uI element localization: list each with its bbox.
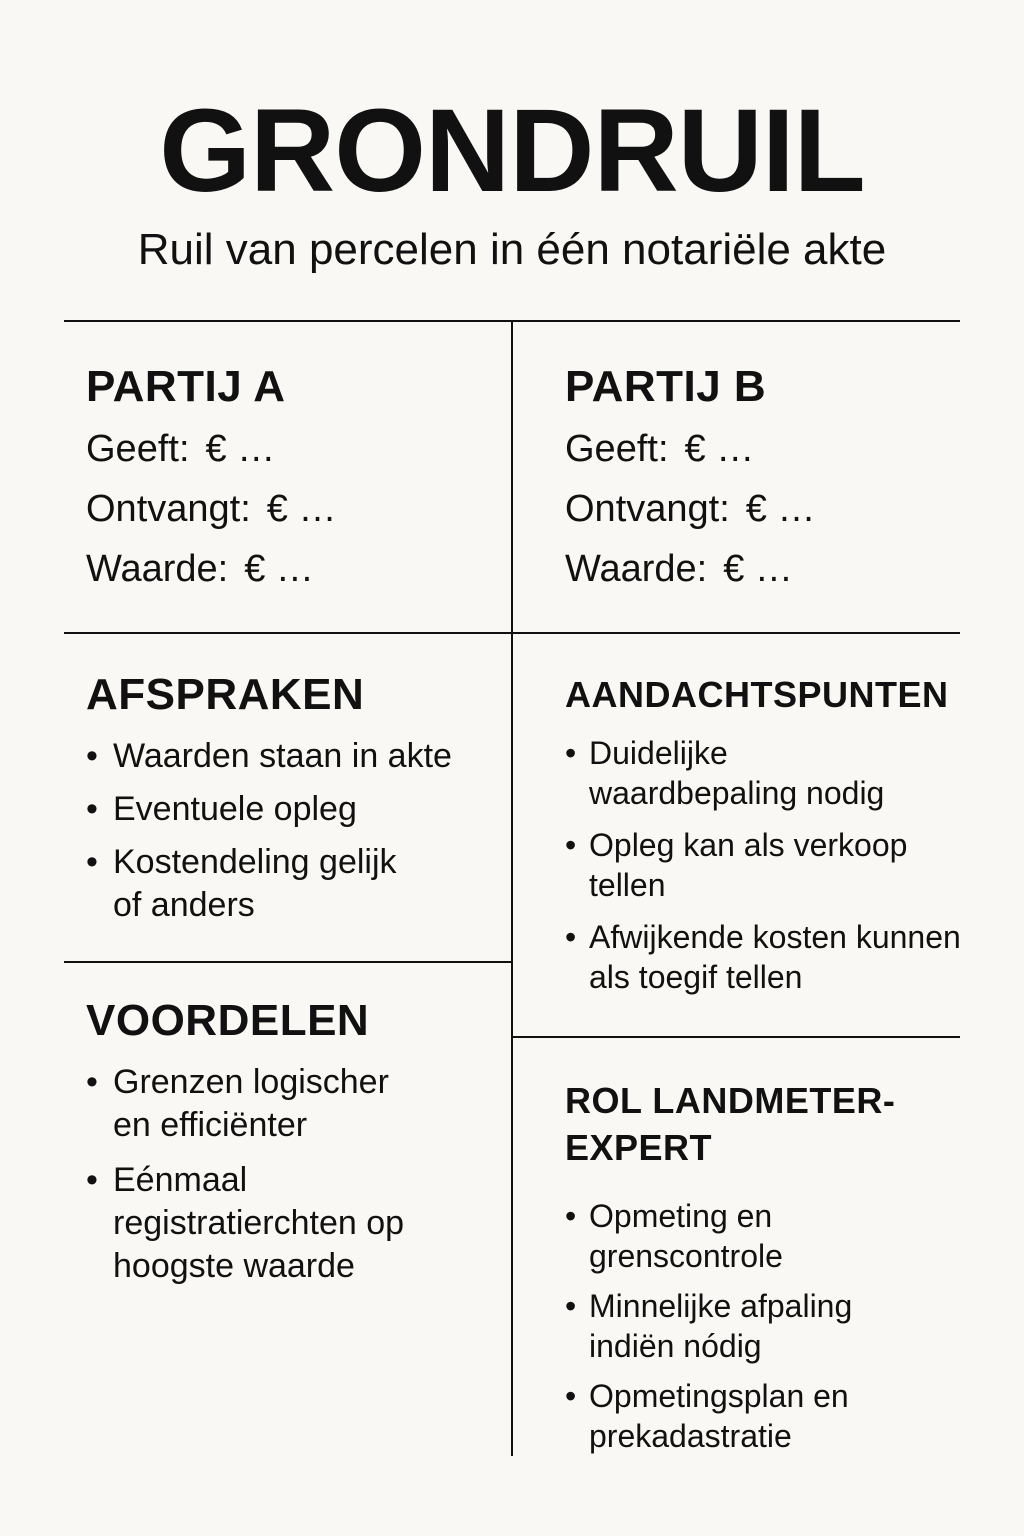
label: Ontvangt: <box>86 487 251 530</box>
page-subtitle: Ruil van percelen in één notariële akte <box>137 225 887 274</box>
aandachtspunten-list <box>565 733 975 997</box>
value: € … <box>205 427 276 470</box>
partij-b-heading: PARTIJ B <box>565 362 767 411</box>
list-item: • Minnelijke afpaling indiën nódig <box>565 1286 909 1366</box>
partij-a-row-geeft <box>86 419 496 479</box>
voordelen-list <box>86 1061 496 1288</box>
list-item: • Eénmaal registratierchten op hoogste waarde <box>86 1159 453 1288</box>
list-item: • Opmeting en grenscontrole <box>565 1196 849 1276</box>
afspraken-section <box>86 670 496 927</box>
partij-b-row-waarde <box>565 539 965 599</box>
partij-a-heading: PARTIJ A <box>86 362 286 411</box>
list-item: • Duidelijke waardbepaling nodig <box>565 733 919 813</box>
value: € … <box>745 487 816 530</box>
rol-landmeter-heading: ROL LANDMETER-EXPERT <box>565 1080 896 1168</box>
aandachtspunten-section <box>565 672 975 997</box>
list-item: • Opleg kan als verkoop tellen <box>565 825 959 905</box>
list-item: • Eventuele opleg <box>86 788 496 831</box>
voordelen-heading: VOORDELEN <box>86 996 370 1045</box>
divider-mid <box>64 632 960 634</box>
partij-a-row-ontvangt <box>86 479 496 539</box>
value: € … <box>684 427 755 470</box>
aandachtspunten-heading: AANDACHTSPUNTEN <box>565 674 949 715</box>
divider-center <box>511 320 513 1456</box>
label: Waarde: <box>86 547 229 590</box>
page-title: GRONDRUIL <box>159 85 865 217</box>
afspraken-list <box>86 735 496 927</box>
list-item: • Grenzen logischer en efficiënter <box>86 1061 433 1147</box>
label: Ontvangt: <box>565 487 730 530</box>
list-item: • Opmetingsplan en prekadastratie <box>565 1376 889 1456</box>
partij-b-row-geeft <box>565 419 965 479</box>
label: Waarde: <box>565 547 708 590</box>
voordelen-section <box>86 996 496 1288</box>
rol-landmeter-list <box>565 1196 955 1456</box>
rol-landmeter-section <box>565 1078 955 1456</box>
value: € … <box>244 547 314 590</box>
list-item: • Waarden staan in akte <box>86 735 496 778</box>
divider-left-lower <box>64 961 512 963</box>
divider-right-lower <box>512 1036 960 1038</box>
partij-a-section <box>86 362 496 599</box>
label: Geeft: <box>86 427 190 470</box>
list-item: • Afwijkende kosten kunnen als toegif tellen <box>565 917 969 997</box>
partij-b-row-ontvangt <box>565 479 965 539</box>
list-item: • Kostendeling gelijk of anders <box>86 841 433 927</box>
afspraken-heading: AFSPRAKEN <box>86 670 365 719</box>
label: Geeft: <box>565 427 669 470</box>
partij-a-row-waarde <box>86 539 496 599</box>
partij-b-section <box>565 362 965 599</box>
value: € … <box>266 487 337 530</box>
value: € … <box>723 547 793 590</box>
